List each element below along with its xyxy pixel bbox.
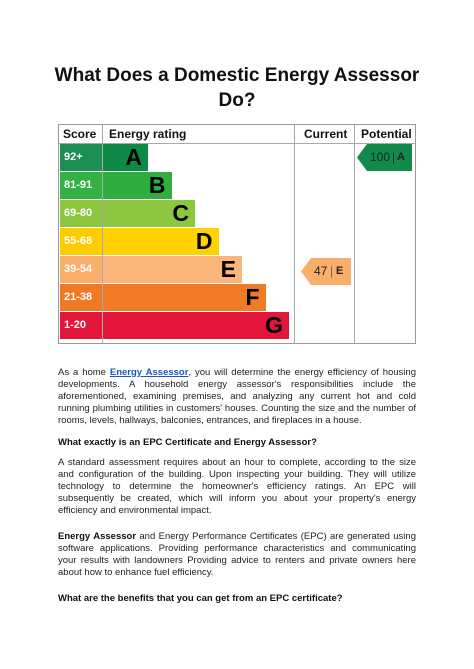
potential-rating-letter: A [397,151,405,163]
page-title-line-1: What Does a Domestic Energy Assessor [54,65,420,86]
band-bar-g: G [103,312,289,339]
column-divider [294,125,295,343]
section-heading-benefits: What are the benefits that you can get from an EPC certificate? [58,593,343,604]
band-score: 1-20 [60,312,102,339]
energy-assessor-link[interactable]: Energy Assessor [109,367,189,378]
current-rating-value: 47 [314,264,328,278]
band-score: 39-54 [60,256,102,283]
potential-rating-separator: | [392,150,396,164]
band-bar-a: A [103,144,148,171]
potential-header: Potential [361,127,412,141]
paragraph-software [58,531,416,579]
page-title-line-2: Do? [218,90,256,111]
band-bar-e: E [103,256,242,283]
page-title [0,63,474,113]
potential-rating-arrow [357,144,412,171]
energy-assessor-bold: Energy Assessor [58,531,137,542]
band-score: 55-68 [60,228,102,255]
band-bar-d: D [103,228,219,255]
band-score: 81-91 [60,172,102,199]
band-bar-b: B [103,172,172,199]
intro-text-start: As a home [58,367,110,378]
band-bar-c: C [103,200,195,227]
software-text-rest: and Energy Performance Certificates (EPC) are generated using software applications. Providing performance characteristics and communicating your results with landowners Providing advice to renters and private owners here about how to enhance fuel efficiency. [58,531,416,578]
paragraph-assessment: A standard assessment requires about an hour to complete, according to the size and configuration of the building. Upon inspecting your building. They will utilize technology to determine the homeowner's efficiency ratings. An EPC will subsequently be created, which will inform you about your property's energy efficiency and environmental impact. [58,457,416,516]
current-rating-letter: E [336,265,344,277]
energy-rating-header: Energy rating [109,127,187,141]
intro-text-rest: , you will determine the energy efficiency of housing developments. A household energy assessor's responsibilities include the aforementioned, examining premises, and analyzing any current hot and cold running plumbing utilities in customers' houses. Counting the size and the number of rooms, levels, hallways, balconies, entrances, and fireplaces in a house. [58,367,416,426]
score-header: Score [63,127,97,141]
section-heading-epc: What exactly is an EPC Certificate and Energy Assessor? [58,437,317,448]
current-rating-separator: | [330,264,334,278]
band-bar-f: F [103,284,266,311]
potential-rating-value: 100 [370,150,391,164]
epc-rating-chart [58,124,416,344]
band-score: 21-38 [60,284,102,311]
column-divider [354,125,355,343]
band-score: 69-80 [60,200,102,227]
current-rating-arrow [301,258,351,285]
current-header: Current [304,127,348,141]
paragraph-intro [58,367,416,427]
band-score: 92+ [60,144,102,171]
